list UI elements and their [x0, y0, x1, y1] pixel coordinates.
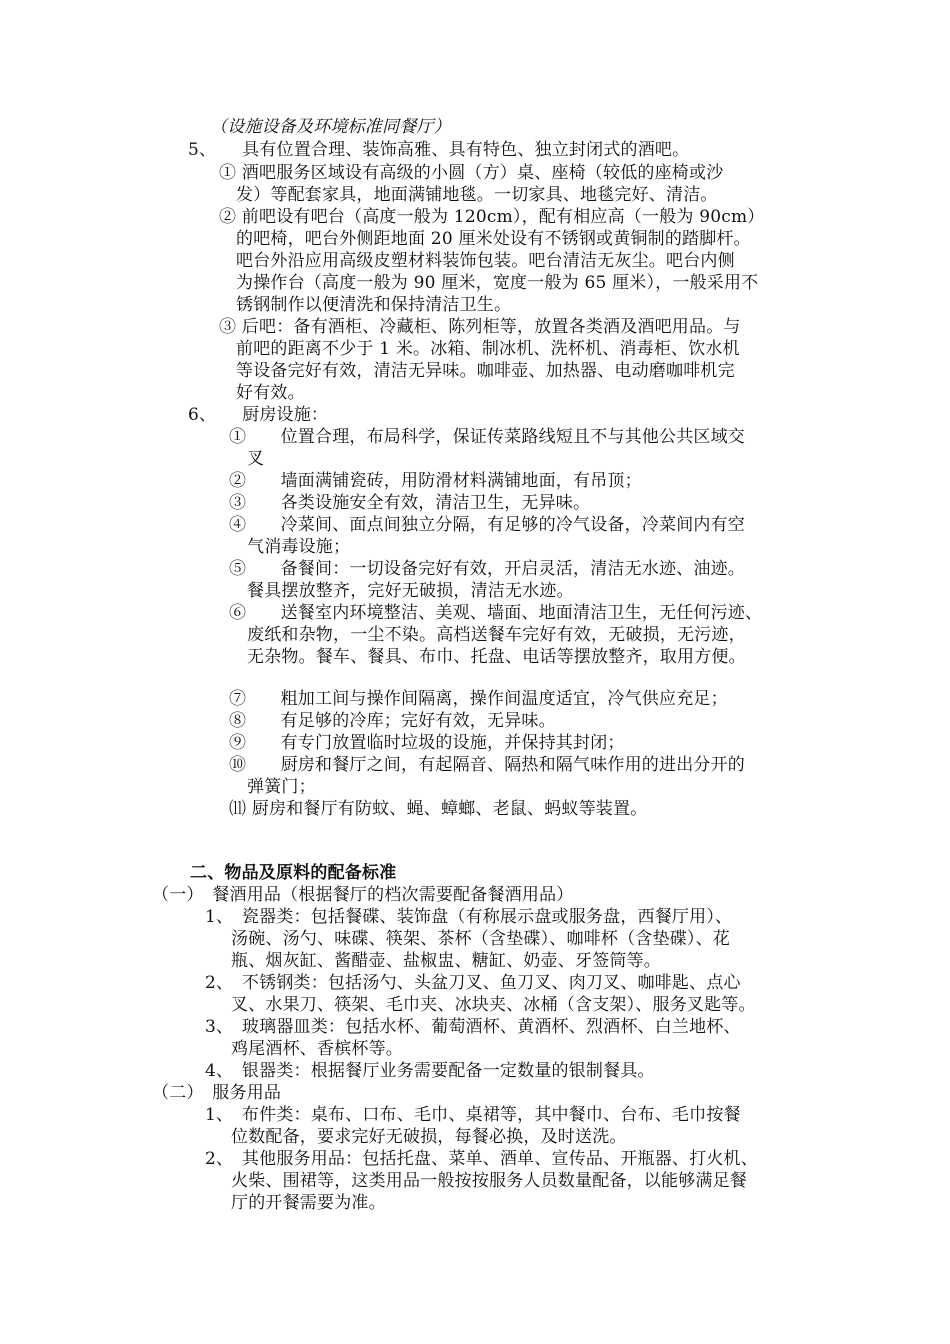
glassware-item: 3、 玻璃器皿类：包括水杯、葡萄酒杯、黄酒杯、烈酒杯、白兰地杯、: [205, 1017, 741, 1037]
kitchen-item-1: 叉: [247, 449, 265, 469]
porcelain-item: 1、 瓷器类：包括餐碟、装饰盘（有称展示盘或服务盘，西餐厅用）、: [205, 907, 733, 927]
kitchen-item-10: ⑩ 厨房和餐厅之间，有起隔音、隔热和隔气味作用的进出分开的: [229, 755, 745, 775]
kitchen-item-4: ④ 冷菜间、面点间独立分隔，有足够的冷气设备，冷菜间内有空: [229, 515, 745, 535]
kitchen-item-10: 弹簧门；: [247, 777, 316, 797]
front-bar-text: 吧台外沿应用高级皮塑材料装饰包装。吧台清洁无灰尘。吧台内侧: [236, 251, 735, 271]
kitchen-item-6: 废纸和杂物，一尘不染。高档送餐车完好有效，无破损，无污迹，: [247, 625, 746, 645]
front-bar-text: 锈钢制作以便清洗和保持清洁卫生。: [236, 295, 512, 315]
other-service-item: 2、 其他服务用品：包括托盘、菜单、酒单、宣传品、开瓶器、打火机、: [205, 1149, 758, 1169]
linen-item: 1、 布件类：桌布、口布、毛巾、桌裙等，其中餐巾、台布、毛巾按餐: [205, 1105, 741, 1125]
kitchen-item-6: ⑥ 送餐室内环境整洁、美观、墙面、地面清洁卫生，无任何污迹、: [229, 603, 763, 623]
front-bar-text: ② 前吧设有吧台（高度一般为 120cm），配有相应高（一般为 90cm）: [219, 207, 765, 227]
bar-service-area-text: ① 酒吧服务区域设有高级的小圆（方）桌、座椅（较低的座椅或沙: [219, 163, 724, 183]
kitchen-item-7: ⑦ 粗加工间与操作间隔离，操作间温度适宜，冷气供应充足；: [229, 689, 728, 709]
other-service-item: 火柴、围裙等，这类用品一般按按服务人员数量配备，以能够满足餐: [231, 1171, 747, 1191]
back-bar-text: 等设备完好有效，清洁无异味。咖啡壶、加热器、电动磨咖啡机完: [236, 361, 735, 381]
silverware-item: 4、 银器类：根据餐厅业务需要配备一定数量的银制餐具。: [205, 1061, 655, 1081]
front-bar-text: 的吧椅，吧台外侧距地面 20 厘米处设有不锈钢或黄铜制的踏脚杆。: [236, 229, 751, 249]
porcelain-item: 汤碗、汤勺、味碟、筷架、茶杯（含垫碟）、咖啡杯（含垫碟）、花: [231, 929, 730, 949]
kitchen-item-2: ② 墙面满铺瓷砖，用防滑材料满铺地面，有吊顶；: [229, 471, 642, 491]
kitchen-item-3: ③ 各类设施安全有效，清洁卫生，无异味。: [229, 493, 591, 513]
stainless-item: 叉、水果刀、筷架、毛巾夹、冰块夹、冰桶（含支架）、服务叉匙等。: [231, 995, 756, 1015]
front-bar-text: 为操作台（高度一般为 90 厘米，宽度一般为 65 厘米），一般采用不: [236, 273, 759, 293]
facility-note: （设施设备及环境标准同餐厅）: [210, 117, 451, 137]
section-2-title: 二、物品及原料的配备标准: [190, 863, 397, 883]
stainless-item: 2、 不锈钢类：包括汤勺、头盆刀叉、鱼刀叉、肉刀叉、咖啡匙、点心: [205, 973, 741, 993]
kitchen-item-4: 气消毒设施；: [247, 537, 351, 557]
item-6-heading: 6、 厨房设施：: [188, 405, 329, 425]
back-bar-text: 前吧的距离不少于 1 米。冰箱、制冰机、洗杯机、消毒柜、饮水机: [236, 339, 740, 359]
kitchen-item-11: ⑾ 厨房和餐厅有防蚊、蝇、蟑螂、老鼠、蚂蚁等装置。: [229, 799, 648, 819]
kitchen-item-5: ⑤ 备餐间：一切设备完好有效，开启灵活，清洁无水迹、油迹。: [229, 559, 745, 579]
linen-item: 位数配备，要求完好无破损，每餐必换，及时送洗。: [231, 1127, 627, 1147]
bar-service-area-text: 发）等配套家具，地面满铺地毯。一切家具、地毯完好、清洁。: [236, 185, 718, 205]
item-5-heading: 5、 具有位置合理、装饰高雅、具有特色、独立封闭式的酒吧。: [188, 140, 690, 160]
group-1-heading: （一） 餐酒用品（根据餐厅的档次需要配备餐酒用品）: [152, 885, 574, 905]
back-bar-text: 好有效。: [236, 383, 305, 403]
kitchen-item-8: ⑧ 有足够的冷库；完好有效，无异味。: [229, 711, 556, 731]
kitchen-item-9: ⑨ 有专门放置临时垃圾的设施，并保持其封闭；: [229, 733, 625, 753]
glassware-item: 鸡尾酒杯、香槟杯等。: [231, 1039, 403, 1059]
group-2-heading: （二） 服务用品: [152, 1083, 282, 1103]
porcelain-item: 瓶、烟灰缸、酱醋壶、盐椒盅、糖缸、奶壶、牙签筒等。: [231, 951, 661, 971]
kitchen-item-5: 餐具摆放整齐，完好无破损，清洁无水迹。: [247, 581, 574, 601]
kitchen-item-6: 无杂物。餐车、餐具、布巾、托盘、电话等摆放整齐，取用方便。: [247, 647, 746, 667]
other-service-item: 厅的开餐需要为准。: [231, 1193, 386, 1213]
back-bar-text: ③ 后吧：备有酒柜、冷藏柜、陈列柜等，放置各类酒及酒吧用品。与: [219, 317, 741, 337]
kitchen-item-1: ① 位置合理，布局科学，保证传菜路线短且不与其他公共区域交: [229, 427, 745, 447]
